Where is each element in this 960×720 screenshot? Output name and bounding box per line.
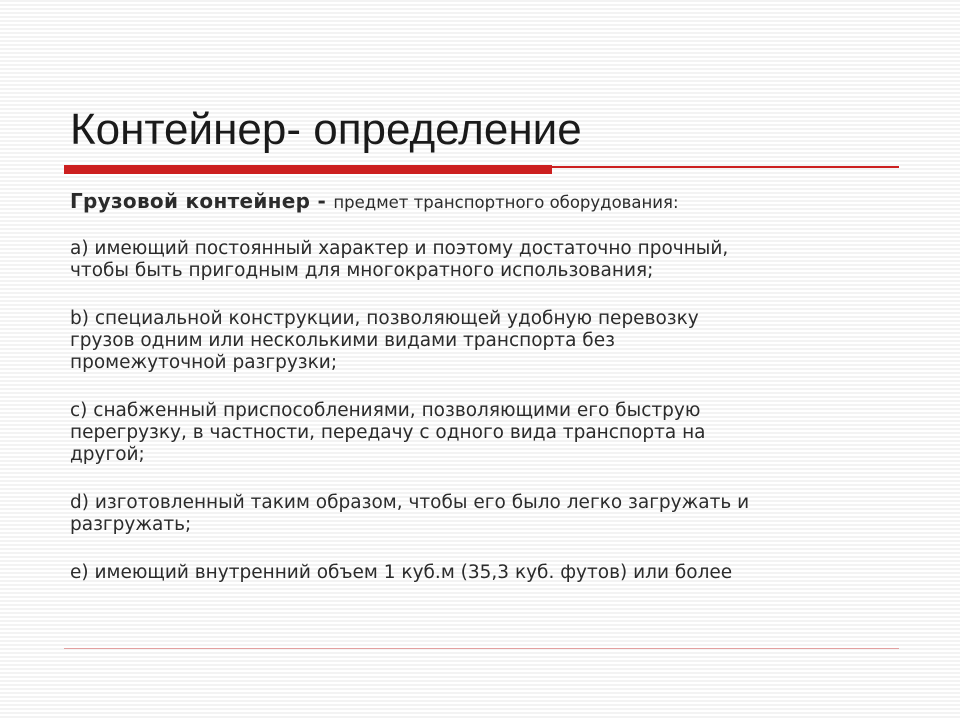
slide-title: Контейнер- определение [70,105,582,154]
definition-text: предмет транспортного оборудования: [333,193,679,212]
definition-term: Грузовой контейнер - [70,189,334,213]
title-accent-bar [64,165,552,174]
footer-divider [64,648,899,649]
definition-paragraph [70,186,910,218]
slide-body [70,186,910,610]
list-item-a: a) имеющий постоянный характер и поэтому достаточно прочный, чтобы быть пригодным для многократного использования; [70,238,729,281]
list-item-c: c) снабженный приспособлениями, позволяющими его быструю перегрузку, в частности, передачу с одного вида транспорта на другой; [70,400,706,465]
list-item-e: e) имеющий внутренний объем 1 куб.м (35,3 куб. футов) или более [70,562,733,583]
title-accent-line [552,166,899,168]
list-item-d: d) изготовленный таким образом, чтобы его было легко загружать и разгружать; [70,492,750,535]
list-item-b: b) специальной конструкции, позволяющей удобную перевозку грузов одним или несколькими видами транспорта без промежуточной разгрузки; [70,308,699,373]
